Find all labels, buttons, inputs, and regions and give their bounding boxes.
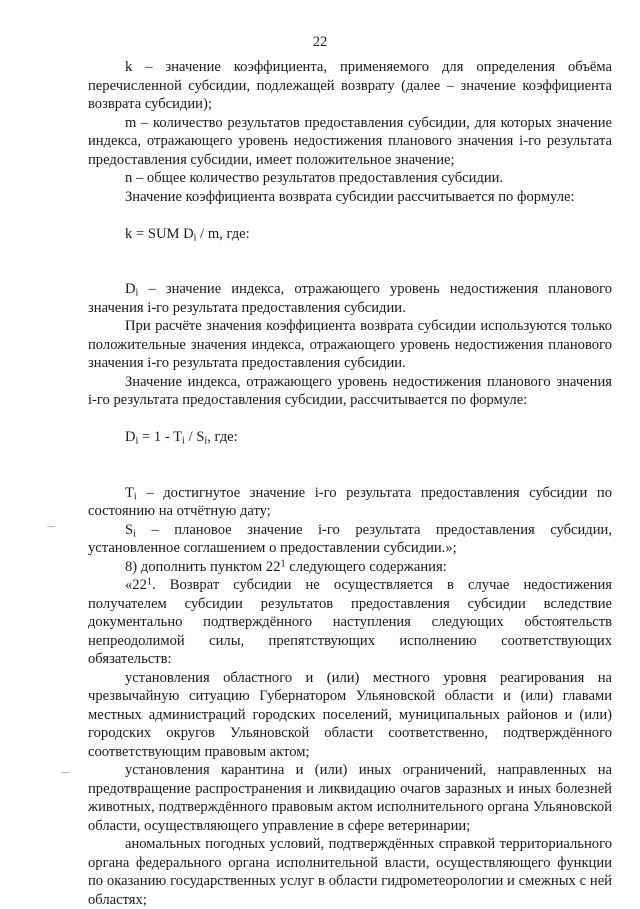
paragraph-weather-conditions: аномальных погодных условий, подтверждённых справкой территориального органа федерального органа исполнительной власти, осуществляющего функции по оказанию государственных услуг в области гидрометеорологии и смежных с ней областях; <box>88 836 612 908</box>
scan-mark <box>47 526 55 527</box>
paragraph-coefficient-formula-intro: Значение коэффициента возврата субсидии рассчитывается по формуле: <box>125 188 575 205</box>
formula-coefficient: k = SUM $D_i$ / m, где: <box>125 225 250 244</box>
paragraph-ti-definition: $T_i$ – достигнутое значение i-го результата предоставления субсидии по состоянию на отчётную дату; <box>88 484 612 519</box>
paragraph-positive-values: При расчёте значения коэффициента возврата субсидии используются только положительные значения индекса, отражающего уровень недостижения планового значения i-го результата предоставления субсидии. <box>88 318 612 371</box>
paragraph-quarantine: установления карантина и (или) иных ограничений, направленных на предотвращение распространения и ликвидацию очагов заразных и иных болезней животных, подтверждённого правовым актом исполнительного органа Ульяновской области, осуществляющего управление в сфере ветеринарии; <box>88 762 612 834</box>
paragraph-si-definition: $S_i$ – плановое значение i-го результата предоставления субсидии, установленное соглашением о предоставлении субсидии.»; <box>88 521 612 556</box>
paragraph-clause-22-1: «$22^1$. Возврат субсидии не осуществляется в случае недостижения получателем субсидии результатов предоставления субсидии вследствие документально подтверждённого наступления следующих обстоятельств непреодолимой силы, препятствующих исполнению соответствующих обязательств: <box>88 576 612 667</box>
paragraph-emergency-response: установления областного и (или) местного уровня реагирования на чрезвычайную ситуацию Губернатором Ульяновской области и (или) главами местных администраций городских поселений, муниципальных районов и (или) городских округов Ульяновской области соответственно, подтверждённого соответствующим правовым актом; <box>88 669 612 760</box>
paragraph-k-definition: k – значение коэффициента, применяемого для определения объёма перечисленной субсидии, подлежащей возврату (далее – значение коэффициента возврата субсидии); <box>88 59 612 112</box>
paragraph-di-definition: $D_i$ – значение индекса, отражающего уровень недостижения планового значения i-го результата предоставления субсидии. <box>88 281 612 316</box>
document-body <box>88 58 612 909</box>
page-number: 22 <box>312 34 328 50</box>
paragraph-index-formula-intro: Значение индекса, отражающего уровень недостижения планового значения i-го результата предоставления субсидии, рассчитывается по формуле: <box>88 373 612 408</box>
paragraph-amendment-8: 8) дополнить пунктом $22^1$ следующего содержания: <box>125 557 447 575</box>
paragraph-n-definition: n – общее количество результатов предоставления субсидии. <box>125 170 504 186</box>
paragraph-m-definition: m – количество результатов предоставления субсидии, для которых значение индекса, отражающего уровень недостижения планового значения i-го результата предоставления субсидии, имеет положительное значение; <box>88 114 612 168</box>
formula-index: $D_i = 1 - T_i / S_i$, где: <box>125 429 238 447</box>
scan-mark <box>62 772 70 773</box>
